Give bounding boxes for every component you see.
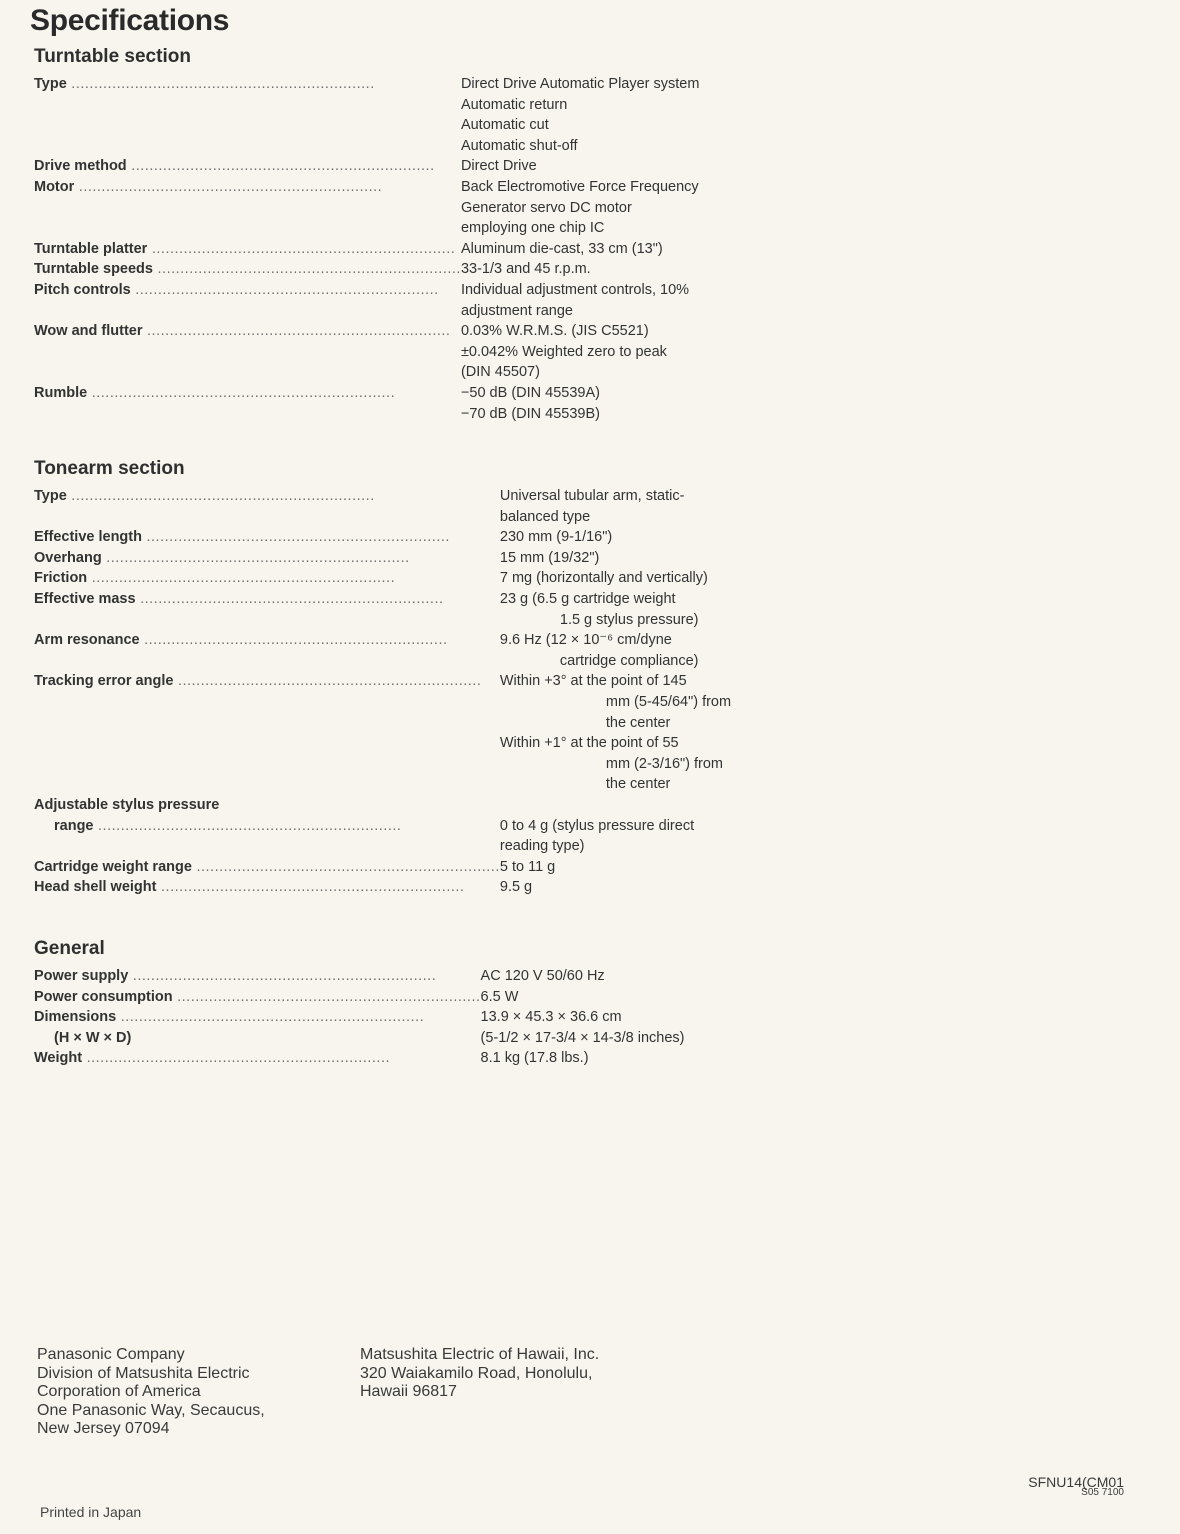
spec-row <box>34 671 731 795</box>
spec-value <box>500 527 731 548</box>
spec-value-line: 0.03% W.R.M.S. (JIS C5521) <box>460 323 649 340</box>
spec-value-line: −70 dB (DIN 45539B) <box>460 405 600 422</box>
spec-label: Effective length ..... <box>34 527 500 548</box>
spec-label: Type ..... <box>34 486 500 527</box>
spec-label: Dimensions ..... <box>34 1007 481 1028</box>
address-hawaii <box>360 1346 599 1402</box>
spec-value-line: reading type) <box>499 838 585 855</box>
spec-value-line: Automatic cut <box>460 117 549 134</box>
spec-label: Effective mass ..... <box>34 589 500 630</box>
spec-row <box>34 321 699 383</box>
spec-row <box>34 966 684 987</box>
tonearm-section <box>34 458 732 898</box>
spec-label: Arm resonance ..... <box>34 630 500 671</box>
spec-value-line: mm (5-45/64") from <box>605 693 732 710</box>
spec-value-line: employing one chip IC <box>460 220 605 237</box>
spec-label: Cartridge weight range ..... <box>34 857 500 878</box>
spec-row <box>34 1048 684 1069</box>
spec-value <box>461 74 700 156</box>
printed-note: Printed in Japan <box>40 1504 142 1520</box>
document-code-sub: S05 7100 <box>1081 1487 1124 1498</box>
spec-value <box>461 383 700 424</box>
spec-value-line: 9.5 g <box>499 879 533 896</box>
spec-value <box>481 1007 685 1028</box>
spec-label: Drive method ..... <box>34 156 461 177</box>
spec-row <box>34 156 699 177</box>
spec-label: (H × W × D) <box>54 1029 132 1046</box>
spec-value-line: Direct Drive <box>460 158 537 175</box>
spec-value <box>481 987 685 1008</box>
spec-label: range ..... <box>34 816 500 857</box>
address-line: Panasonic Company <box>37 1346 185 1363</box>
spec-table <box>34 486 731 898</box>
spec-row <box>34 280 699 321</box>
spec-label: Wow and flutter ..... <box>34 321 461 383</box>
spec-label: Power consumption ..... <box>34 987 481 1008</box>
spec-value-line: Automatic shut-off <box>460 137 578 154</box>
spec-row <box>34 1028 684 1049</box>
address-line: 320 Waiakamilo Road, Honolulu, <box>360 1364 593 1382</box>
spec-row <box>34 259 699 280</box>
spec-value <box>500 589 731 630</box>
spec-value-line: mm (2-3/16") from <box>605 755 724 772</box>
spec-value-line: 15 mm (19/32") <box>499 549 600 566</box>
spec-row <box>34 1007 684 1028</box>
spec-row <box>34 987 684 1008</box>
spec-value-line: 0 to 4 g (stylus pressure direct <box>499 817 695 834</box>
spec-value <box>461 280 700 321</box>
spec-label: Type ..... <box>34 74 461 156</box>
address-line: Hawaii 96817 <box>360 1383 457 1400</box>
spec-label: Pitch controls ..... <box>34 280 461 321</box>
spec-row <box>34 239 699 260</box>
spec-row <box>34 589 731 630</box>
spec-value <box>481 966 685 987</box>
spec-value-line: 5 to 11 g <box>499 858 556 875</box>
page-title: Specifications <box>30 4 230 37</box>
spec-label: Tracking error angle ..... <box>34 671 500 795</box>
spec-value-line: Within +3° at the point of 145 <box>499 673 687 690</box>
spec-value <box>461 321 700 383</box>
address-line: Corporation of America <box>37 1383 201 1400</box>
spec-value <box>461 156 700 177</box>
spec-label: Power supply ..... <box>34 966 481 987</box>
general-section <box>34 938 685 1069</box>
spec-value-line: 13.9 × 45.3 × 36.6 cm <box>480 1009 622 1026</box>
section-heading: General <box>34 938 105 959</box>
spec-label: Friction ..... <box>34 568 500 589</box>
spec-value-line: Individual adjustment controls, 10% <box>460 281 690 298</box>
spec-value-line: 230 mm (9-1/16") <box>499 529 613 546</box>
spec-value-line: 6.5 W <box>480 988 519 1005</box>
spec-value-line: 33-1/3 and 45 r.p.m. <box>460 261 591 278</box>
spec-value-line: Automatic return <box>460 96 568 113</box>
spec-row <box>34 486 731 527</box>
section-heading: Turntable section <box>34 46 191 67</box>
spec-value-line: (5-1/2 × 17-3/4 × 14-3/8 inches) <box>480 1029 685 1046</box>
address-line: Matsushita Electric of Hawaii, Inc. <box>360 1346 600 1363</box>
spec-row <box>34 548 731 569</box>
spec-value-line: Universal tubular arm, static- <box>499 488 685 504</box>
spec-value <box>500 568 731 589</box>
spec-value <box>500 857 731 878</box>
spec-value-line: AC 120 V 50/60 Hz <box>480 968 605 984</box>
spec-value <box>500 795 731 816</box>
spec-value <box>500 630 731 671</box>
spec-label: Rumble ..... <box>34 383 461 424</box>
document-code-main: SFNU14(CM01 <box>1028 1474 1124 1490</box>
spec-row <box>34 630 731 671</box>
spec-value-line: 9.6 Hz (12 × 10⁻⁶ cm/dyne <box>499 632 672 649</box>
spec-value <box>461 239 700 260</box>
spec-label: Weight ..... <box>34 1048 481 1069</box>
spec-value <box>500 671 731 795</box>
spec-value-line: 7 mg (horizontally and vertically) <box>499 570 708 587</box>
spec-label: Motor ..... <box>34 177 461 239</box>
spec-row <box>34 816 731 857</box>
spec-value-line: Direct Drive Automatic Player system <box>460 76 700 92</box>
spec-value-line: cartridge compliance) <box>559 652 699 669</box>
spec-value-line: 1.5 g stylus pressure) <box>559 611 699 628</box>
spec-row <box>34 568 731 589</box>
spec-value-line: −50 dB (DIN 45539A) <box>460 384 600 401</box>
address-line: Division of Matsushita Electric <box>37 1364 250 1382</box>
spec-value-line: ±0.042% Weighted zero to peak <box>460 343 667 360</box>
spec-label: Overhang ..... <box>34 548 500 569</box>
spec-table <box>34 966 684 1069</box>
spec-value-line: the center <box>605 776 671 793</box>
spec-value-line: Generator servo DC motor <box>460 199 632 216</box>
spec-label: Head shell weight ..... <box>34 877 500 898</box>
spec-row <box>34 877 731 898</box>
spec-row <box>34 177 699 239</box>
document-code <box>1028 1474 1124 1498</box>
spec-value-line: balanced type <box>499 508 591 525</box>
spec-value <box>461 259 700 280</box>
spec-row <box>34 383 699 424</box>
spec-label: Adjustable stylus pressure <box>34 796 220 813</box>
spec-value <box>481 1048 685 1069</box>
address-line: One Panasonic Way, Secaucus, <box>37 1401 265 1419</box>
spec-value <box>500 816 731 857</box>
spec-row <box>34 795 731 816</box>
spec-value-line: the center <box>605 714 671 731</box>
spec-label: Turntable speeds ..... <box>34 259 461 280</box>
address-mainland <box>37 1346 265 1439</box>
spec-table <box>34 74 699 424</box>
spec-value <box>500 486 731 527</box>
spec-value-line: (DIN 45507) <box>460 364 540 381</box>
spec-value-line: 8.1 kg (17.8 lbs.) <box>480 1050 589 1067</box>
spec-label: Turntable platter ..... <box>34 239 461 260</box>
spec-value-line: Aluminum die-cast, 33 cm (13") <box>460 240 663 257</box>
spec-row <box>34 527 731 548</box>
spec-value-line: 23 g (6.5 g cartridge weight <box>499 590 676 607</box>
spec-value-line: Back Electromotive Force Frequency <box>460 178 699 195</box>
section-heading: Tonearm section <box>34 458 185 479</box>
spec-value-line: adjustment range <box>460 302 573 319</box>
spec-row <box>34 857 731 878</box>
spec-value <box>461 177 700 239</box>
spec-row <box>34 74 699 156</box>
turntable-section <box>34 46 700 424</box>
spec-value <box>500 548 731 569</box>
spec-value <box>481 1028 685 1049</box>
spec-value-line: Within +1° at the point of 55 <box>499 735 679 752</box>
spec-value <box>500 877 731 898</box>
address-line: New Jersey 07094 <box>37 1420 170 1437</box>
